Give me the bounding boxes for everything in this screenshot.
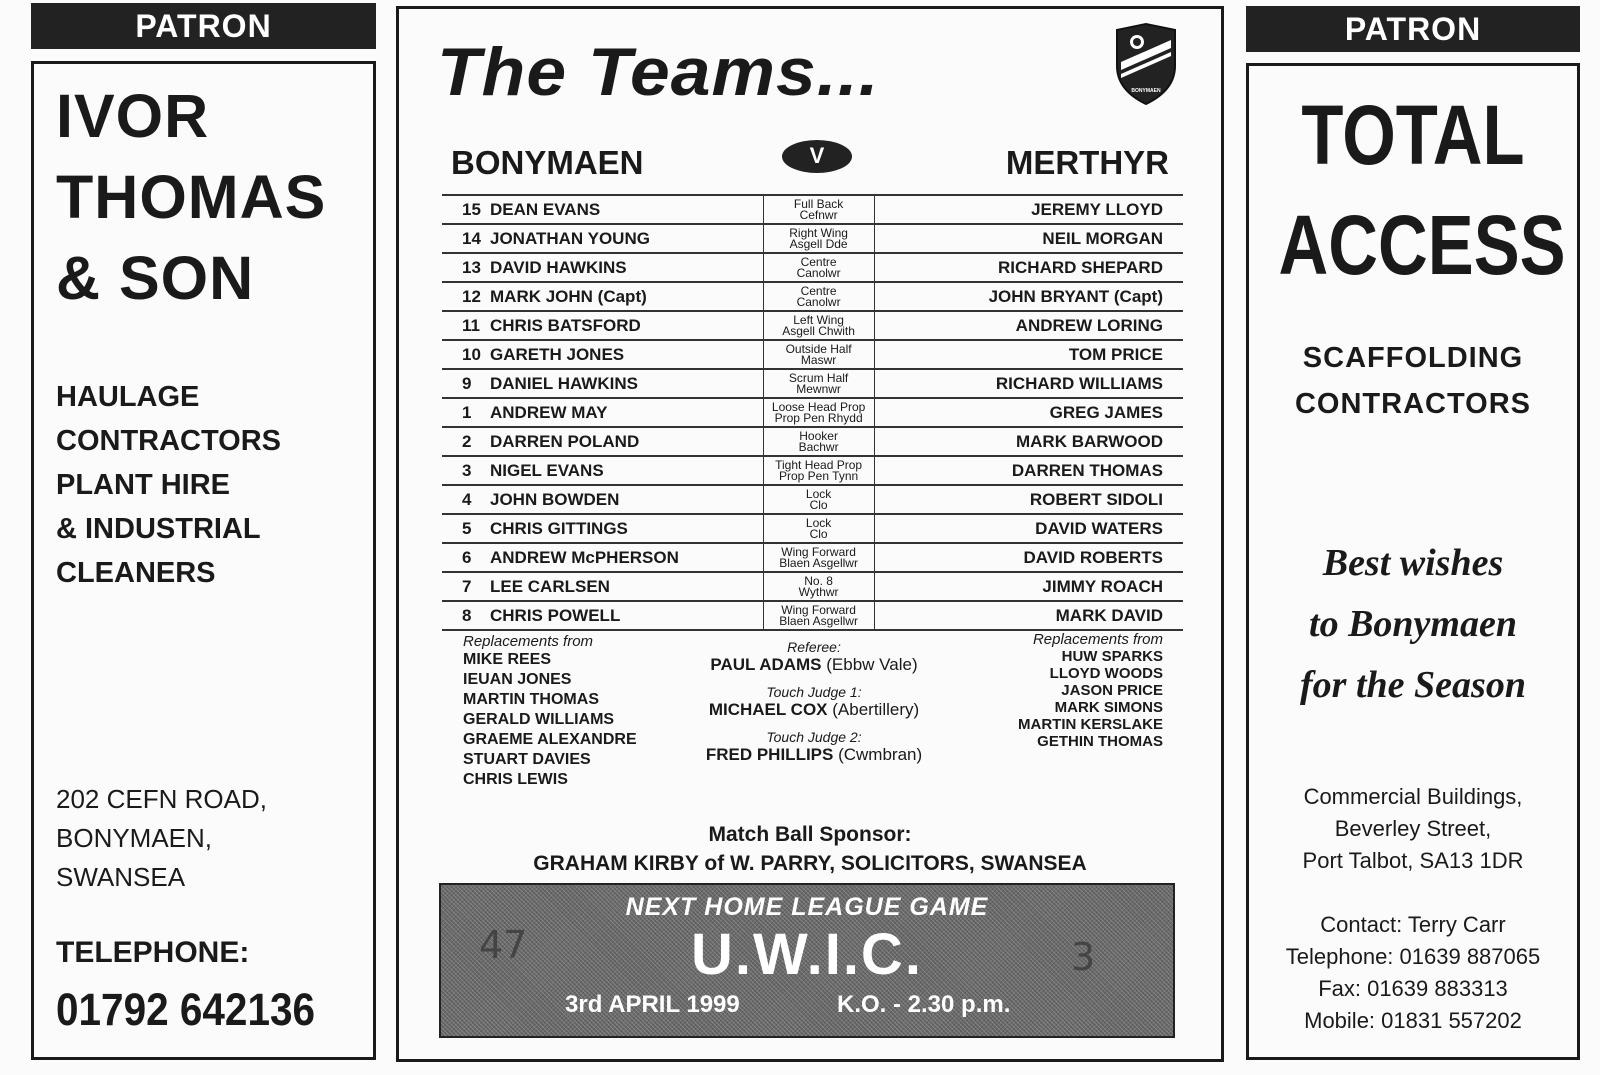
position-english: Loose Head Prop (771, 399, 866, 414)
shirt-number: 8 (462, 605, 472, 625)
position-cell (763, 340, 874, 369)
away-player (874, 485, 1183, 514)
home-player-name: LEE CARLSEN (490, 576, 610, 596)
roster-row (442, 456, 1183, 485)
position-english: Full Back (793, 196, 844, 211)
away-player-name: ROBERT SIDOLI (1029, 489, 1163, 509)
position-english: Centre (800, 254, 837, 269)
away-player-name: DARREN THOMAS (1011, 460, 1163, 480)
shirt-number: 13 (462, 257, 481, 277)
away-player (874, 456, 1183, 485)
home-player-name: NIGEL EVANS (490, 460, 604, 480)
replacement-name: CHRIS LEWIS (463, 771, 568, 788)
position-cell (763, 282, 874, 311)
away-player-name: DAVID ROBERTS (1023, 547, 1163, 567)
shirt-number: 3 (462, 460, 472, 480)
away-player-name: JOHN BRYANT (Capt) (988, 286, 1163, 306)
roster-row (442, 572, 1183, 601)
touch-judge-1-label: Touch Judge 1: (766, 684, 862, 700)
name-line: IVOR (56, 82, 210, 150)
away-player-name: RICHARD WILLIAMS (995, 373, 1163, 393)
left-advert-box (31, 61, 376, 1060)
away-player (874, 514, 1183, 543)
service-line: SCAFFOLDING (1302, 342, 1524, 374)
shirt-number: 1 (462, 402, 472, 422)
right-advert-box (1246, 63, 1580, 1060)
home-player (442, 543, 763, 572)
position-welsh: Clo (809, 497, 828, 512)
address-line: BONYMAEN, (56, 823, 213, 853)
sponsor-name: GRAHAM KIRBY of W. PARRY, SOLICITORS, SWANSEA (533, 852, 1087, 875)
home-player (442, 224, 763, 253)
home-player-name: DEAN EVANS (490, 199, 601, 219)
away-player (874, 398, 1183, 427)
roster-row (442, 253, 1183, 282)
service-line: CLEANERS (56, 557, 216, 589)
home-team-heading: BONYMAEN (451, 144, 644, 181)
away-player-name: GREG JAMES (1049, 402, 1163, 422)
contact-line: Mobile: 01831 557202 (1304, 1008, 1522, 1033)
home-replacements-label: Replacements from (463, 633, 594, 650)
home-player (442, 456, 763, 485)
right-patron-banner: PATRON (1246, 6, 1580, 52)
handwritten-score-away: 3 (1071, 935, 1096, 979)
away-player (874, 340, 1183, 369)
roster-row (442, 282, 1183, 311)
home-player (442, 195, 763, 224)
position-english: Scrum Half (788, 370, 849, 385)
position-welsh: Clo (809, 526, 828, 541)
away-player-name: RICHARD SHEPARD (998, 257, 1163, 277)
crest-label: BONYMAEN (1131, 88, 1161, 94)
position-cell (763, 543, 874, 572)
match-officials (649, 639, 979, 765)
position-cell (763, 456, 874, 485)
away-player-name: NEIL MORGAN (1042, 228, 1163, 248)
position-welsh: Asgell Chwith (782, 323, 855, 338)
position-english: Left Wing (793, 312, 844, 327)
roster-body (442, 195, 1183, 630)
home-player (442, 427, 763, 456)
home-replacements (463, 633, 637, 790)
address-block (56, 780, 267, 897)
roster-row (442, 224, 1183, 253)
replacement-name: JASON PRICE (1061, 682, 1163, 699)
home-player-name: ANDREW MAY (490, 402, 608, 422)
home-player-name: CHRIS GITTINGS (490, 518, 628, 538)
roster-row (442, 543, 1183, 572)
home-player-name: JOHN BOWDEN (490, 489, 620, 509)
position-welsh: Canolwr (796, 265, 841, 280)
replacement-name: GETHIN THOMAS (1037, 733, 1163, 750)
away-player-name: JIMMY ROACH (1042, 576, 1163, 596)
shirt-number: 10 (462, 344, 481, 364)
services-list (1249, 335, 1577, 427)
away-player (874, 601, 1183, 630)
home-player (442, 572, 763, 601)
page-title: The Teams... (437, 34, 880, 110)
contact-line: Contact: Terry Carr (1320, 912, 1506, 937)
best-wishes (1249, 533, 1577, 716)
shirt-number: 7 (462, 576, 472, 596)
position-english: Tight Head Prop (775, 457, 863, 472)
club-crest (1113, 22, 1179, 108)
replacement-name: MARTIN THOMAS (463, 691, 599, 708)
shirt-number: 15 (462, 199, 481, 219)
shirt-number: 12 (462, 286, 481, 306)
position-welsh: Cefnwr (799, 207, 838, 222)
position-cell (763, 572, 874, 601)
touch-judge-1 (649, 700, 979, 720)
home-player-name: CHRIS BATSFORD (490, 315, 641, 335)
position-english: Wing Forward (781, 602, 856, 617)
away-player-name: MARK BARWOOD (1015, 431, 1163, 451)
wishes-line: for the Season (1300, 664, 1526, 706)
next-game-date: 3rd APRIL 1999 (565, 991, 740, 1018)
roster-row (442, 369, 1183, 398)
roster-row (442, 485, 1183, 514)
official-name: MICHAEL COX (708, 700, 828, 719)
home-player (442, 601, 763, 630)
roster-row (442, 601, 1183, 630)
position-cell (763, 195, 874, 224)
away-replacements-label: Replacements from (1032, 631, 1163, 648)
official-club: (Abertillery) (832, 700, 920, 719)
position-welsh: Canolwr (796, 294, 841, 309)
home-player-name: MARK JOHN (Capt) (490, 286, 647, 306)
wishes-line: Best wishes (1322, 542, 1504, 584)
services-list (56, 375, 281, 595)
roster-row (442, 311, 1183, 340)
shield-icon (1113, 22, 1179, 108)
telephone-label: TELEPHONE: (56, 936, 250, 969)
away-player (874, 427, 1183, 456)
service-line: CONTRACTORS (1294, 388, 1532, 420)
position-welsh: Mewnwr (796, 381, 841, 396)
next-game-opponent: U.W.I.C. (691, 922, 923, 987)
roster-row (442, 427, 1183, 456)
position-english: No. 8 (804, 573, 833, 588)
position-english: Lock (805, 515, 832, 530)
position-welsh: Blaen Asgellwr (779, 613, 858, 628)
shirt-number: 14 (462, 228, 481, 248)
replacement-name: GERALD WILLIAMS (463, 711, 615, 728)
away-replacements (1018, 631, 1163, 750)
shirt-number: 2 (462, 431, 472, 451)
home-player (442, 398, 763, 427)
away-player-name: MARK DAVID (1055, 605, 1163, 625)
position-english: Lock (805, 486, 832, 501)
position-welsh: Maswr (800, 352, 837, 367)
address-line: Beverley Street, (1334, 816, 1492, 841)
position-welsh: Prop Pen Rhydd (774, 410, 863, 425)
referee-label: Referee: (787, 639, 841, 655)
away-player (874, 282, 1183, 311)
shirt-number: 6 (462, 547, 472, 567)
sponsor-label: Match Ball Sponsor: (708, 823, 912, 846)
replacement-name: HUW SPARKS (1061, 648, 1163, 665)
home-player (442, 369, 763, 398)
home-player (442, 485, 763, 514)
shirt-number: 4 (462, 489, 472, 509)
replacement-name: IEUAN JONES (463, 671, 572, 688)
address-line: SWANSEA (56, 862, 186, 892)
contact-block (1249, 909, 1577, 1037)
away-player (874, 253, 1183, 282)
address-block (1249, 781, 1577, 877)
position-cell (763, 485, 874, 514)
shirt-number: 9 (462, 373, 472, 393)
shirt-number: 5 (462, 518, 472, 538)
home-player-name: DARREN POLAND (490, 431, 640, 451)
handwritten-score-home: 47 (479, 923, 528, 967)
position-english: Outside Half (785, 341, 852, 356)
service-line: & INDUSTRIAL (56, 513, 261, 545)
service-line: PLANT HIRE (56, 469, 230, 501)
position-cell (763, 311, 874, 340)
official-name: FRED PHILLIPS (705, 745, 834, 764)
position-cell (763, 427, 874, 456)
home-player (442, 311, 763, 340)
address-line: 202 CEFN ROAD, (56, 784, 267, 814)
address-line: Commercial Buildings, (1303, 784, 1523, 809)
teams-panel (396, 6, 1224, 1062)
position-english: Hooker (799, 428, 838, 443)
position-cell (763, 369, 874, 398)
away-player (874, 572, 1183, 601)
position-welsh: Prop Pen Tynn (779, 468, 859, 483)
home-player (442, 282, 763, 311)
position-cell (763, 601, 874, 630)
name-line: THOMAS (56, 163, 327, 231)
next-game-kickoff: K.O. - 2.30 p.m. (837, 991, 1011, 1018)
away-player-name: JEREMY LLOYD (1031, 199, 1163, 219)
shirt-number: 11 (462, 315, 480, 335)
advertiser-name (1249, 80, 1577, 300)
home-player-name: ANDREW McPHERSON (490, 547, 679, 567)
service-line: CONTRACTORS (56, 425, 282, 457)
position-welsh: Bachwr (798, 439, 839, 454)
contact-line: Fax: 01639 883313 (1318, 976, 1508, 1001)
replacement-name: GRAEME ALEXANDRE (463, 731, 637, 748)
home-player-name: GARETH JONES (490, 344, 625, 364)
roster-row (442, 514, 1183, 543)
away-team-heading: MERTHYR (1005, 144, 1169, 181)
home-player-name: CHRIS POWELL (490, 605, 621, 625)
replacement-name: MIKE REES (463, 651, 552, 668)
replacement-name: STUART DAVIES (463, 751, 591, 768)
name-line: TOTAL (1301, 88, 1525, 182)
position-cell (763, 398, 874, 427)
home-player (442, 514, 763, 543)
name-line: & SON (56, 244, 255, 312)
home-player (442, 253, 763, 282)
telephone-number: 01792 642136 (56, 984, 316, 1035)
roster-row (442, 195, 1183, 224)
position-english: Centre (800, 283, 837, 298)
replacement-name: LLOYD WOODS (1049, 665, 1163, 682)
touch-judge-2 (649, 745, 979, 765)
position-english: Right Wing (789, 225, 848, 240)
touch-judge-2-label: Touch Judge 2: (766, 729, 862, 745)
wishes-line: to Bonymaen (1309, 603, 1517, 645)
replacement-name: MARK SIMONS (1054, 699, 1163, 716)
away-player-name: ANDREW LORING (1015, 315, 1163, 335)
contact-line: Telephone: 01639 887065 (1285, 944, 1541, 969)
position-welsh: Asgell Dde (789, 236, 848, 251)
position-cell (763, 253, 874, 282)
official-club: (Ebbw Vale) (826, 655, 918, 674)
away-player-name: TOM PRICE (1068, 344, 1163, 364)
name-line: ACCESS (1278, 198, 1566, 292)
official-club: (Cwmbran) (838, 745, 923, 764)
team-sheet-table (442, 194, 1183, 631)
versus-badge: V (782, 140, 852, 173)
next-home-game-box (439, 883, 1175, 1038)
home-player-name: JONATHAN YOUNG (490, 228, 650, 248)
advertiser-name (56, 76, 326, 319)
position-welsh: Blaen Asgellwr (779, 555, 858, 570)
roster-row (442, 340, 1183, 369)
away-player (874, 543, 1183, 572)
replacement-name: MARTIN KERSLAKE (1018, 716, 1163, 733)
away-player (874, 224, 1183, 253)
position-cell (763, 224, 874, 253)
away-player (874, 311, 1183, 340)
home-player-name: DANIEL HAWKINS (490, 373, 638, 393)
position-welsh: Wythwr (798, 584, 839, 599)
home-player (442, 340, 763, 369)
away-player-name: DAVID WATERS (1035, 518, 1163, 538)
position-english: Wing Forward (781, 544, 856, 559)
referee (649, 655, 979, 675)
service-line: HAULAGE (56, 381, 200, 413)
away-player (874, 195, 1183, 224)
address-line: Port Talbot, SA13 1DR (1302, 848, 1524, 873)
left-patron-banner: PATRON (31, 3, 376, 49)
official-name: PAUL ADAMS (710, 655, 822, 674)
away-player (874, 369, 1183, 398)
position-cell (763, 514, 874, 543)
roster-row (442, 398, 1183, 427)
next-game-label: NEXT HOME LEAGUE GAME (625, 893, 989, 921)
home-player-name: DAVID HAWKINS (490, 257, 627, 277)
